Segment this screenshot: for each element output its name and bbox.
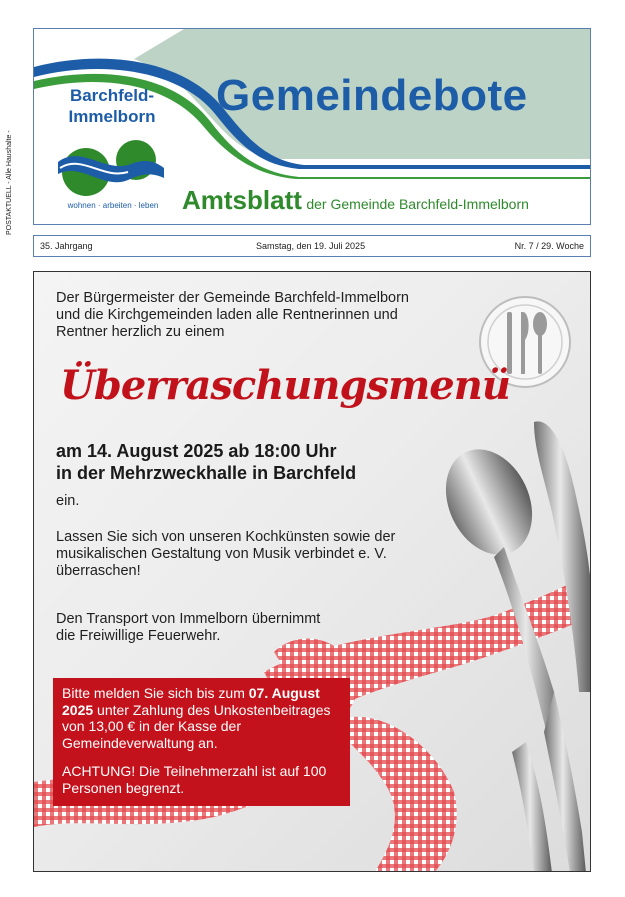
issue-info-bar xyxy=(33,235,591,257)
volume-year: 35. Jahrgang xyxy=(40,241,93,251)
event-poster xyxy=(33,271,591,872)
participant-limit-warning: ACHTUNG! Die Teilnehmerzahl ist auf 100 Personen begrenzt. xyxy=(62,763,327,796)
event-date-location: am 14. August 2025 ab 18:00 Uhr in der Mehrzweckhalle in Barchfeld xyxy=(56,441,357,483)
masthead xyxy=(33,28,591,225)
invitation-body-music: Lassen Sie sich von unseren Kochkünsten sowie der musikalischen Gestaltung von Musik verbindet e. V. überraschen! xyxy=(56,529,396,579)
registration-notice-box xyxy=(53,678,350,806)
logo-name: Barchfeld- Immelborn xyxy=(68,86,156,126)
newspaper-subtitle: Amtsblatt der Gemeinde Barchfeld-Immelborn xyxy=(182,185,529,215)
invitation-ein: ein. xyxy=(56,493,80,509)
invitation-body-transport: Den Transport von Immelborn übernimmt die Freiwillige Feuerwehr. xyxy=(56,611,321,644)
newspaper-title: Gemeindebote xyxy=(216,71,528,120)
invitation-intro: Der Bürgermeister der Gemeinde Barchfeld-Immelborn und die Kirchgemeinden laden alle Rentnerinnen und Rentner herzlich zu einem xyxy=(56,290,409,340)
registration-text: Bitte melden Sie sich bis zum 07. August 2025 unter Zahlung des Unkostenbeitrages von 13,00 € in der Kasse der Gemeindeverwaltung an. xyxy=(62,685,331,751)
event-title: Überraschungsmenü xyxy=(60,362,510,409)
issue-date: Samstag, den 19. Juli 2025 xyxy=(256,241,366,251)
municipality-logo-icon xyxy=(56,134,166,199)
issue-number: Nr. 7 / 29. Woche xyxy=(514,241,584,251)
postal-note: POSTAKTUELL - Alle Haushalte - xyxy=(6,130,13,235)
logo-slogan: wohnen · arbeiten · leben xyxy=(67,201,159,210)
